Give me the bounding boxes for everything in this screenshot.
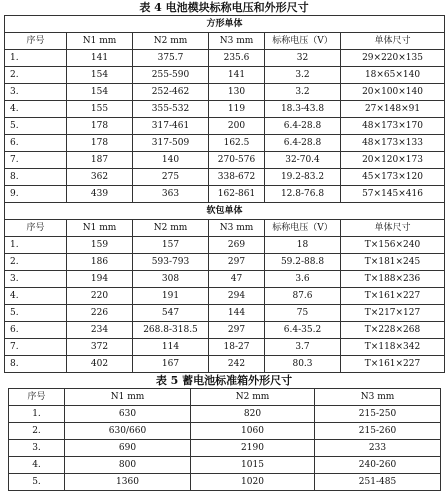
- table-cell: 363: [133, 186, 209, 203]
- table-cell: 308: [133, 271, 209, 288]
- table-row: [5, 356, 445, 373]
- table-cell: 2.: [9, 423, 65, 440]
- table-cell: 45×173×120: [341, 169, 445, 186]
- section-title: 方形单体: [5, 16, 445, 33]
- table-row: [5, 322, 445, 339]
- table-cell: 167: [133, 356, 209, 373]
- table-cell: 32: [265, 50, 341, 67]
- table-cell: 19.2-83.2: [265, 169, 341, 186]
- table-cell: 18: [265, 237, 341, 254]
- table-cell: 338-672: [209, 169, 265, 186]
- table5-caption: 表 5 蓄电池标准箱外形尺寸: [155, 374, 293, 387]
- column-header: N3 mm: [209, 220, 265, 237]
- table-cell: T×161×227: [341, 288, 445, 305]
- table-cell: 18×65×140: [341, 67, 445, 84]
- header-row: [5, 33, 445, 50]
- table-cell: 154: [67, 84, 133, 101]
- table-cell: 1060: [191, 423, 315, 440]
- table-cell: 32-70.4: [265, 152, 341, 169]
- table-cell: 80.3: [265, 356, 341, 373]
- column-header: N3 mm: [315, 389, 441, 406]
- table-cell: 297: [209, 322, 265, 339]
- table-cell: 6.: [5, 135, 67, 152]
- table-cell: 268.8-318.5: [133, 322, 209, 339]
- table-cell: 9.: [5, 186, 67, 203]
- table-cell: 372: [67, 339, 133, 356]
- table-cell: 5.: [9, 474, 65, 491]
- table-cell: 690: [65, 440, 191, 457]
- table-cell: 233: [315, 440, 441, 457]
- table-row: [5, 288, 445, 305]
- table-cell: 355-532: [133, 101, 209, 118]
- table-cell: 200: [209, 118, 265, 135]
- table-cell: 75: [265, 305, 341, 322]
- table-cell: T×217×127: [341, 305, 445, 322]
- table-cell: 317-461: [133, 118, 209, 135]
- column-header: 序号: [5, 220, 67, 237]
- table-cell: 242: [209, 356, 265, 373]
- table-cell: 215-250: [315, 406, 441, 423]
- table-cell: 4.: [5, 288, 67, 305]
- table-cell: 162-861: [209, 186, 265, 203]
- column-header: N1 mm: [67, 33, 133, 50]
- table-cell: 6.4-35.2: [265, 322, 341, 339]
- section-title: 软包单体: [5, 203, 445, 220]
- table4-caption: 表 4 电池模块标称电压和外形尺寸: [139, 1, 309, 14]
- table-cell: 3.: [9, 440, 65, 457]
- column-header: 标称电压（V）: [265, 220, 341, 237]
- table-cell: T×188×236: [341, 271, 445, 288]
- table-cell: 4.: [5, 101, 67, 118]
- table-cell: 140: [133, 152, 209, 169]
- table-row: [5, 186, 445, 203]
- table-cell: 5.: [5, 118, 67, 135]
- table-cell: 3.7: [265, 339, 341, 356]
- table-row: [5, 254, 445, 271]
- table-cell: 194: [67, 271, 133, 288]
- table-row: [9, 423, 441, 440]
- table-cell: 800: [65, 457, 191, 474]
- table-cell: 820: [191, 406, 315, 423]
- table-cell: 362: [67, 169, 133, 186]
- table-cell: 27×148×91: [341, 101, 445, 118]
- table-cell: 7.: [5, 152, 67, 169]
- column-header: N1 mm: [67, 220, 133, 237]
- table-row: [5, 84, 445, 101]
- table-row: [9, 440, 441, 457]
- table-row: [5, 101, 445, 118]
- table-row: [5, 50, 445, 67]
- table-cell: 1.: [5, 237, 67, 254]
- table-cell: 6.4-28.8: [265, 135, 341, 152]
- table-cell: 3.2: [265, 67, 341, 84]
- table-cell: 186: [67, 254, 133, 271]
- table-cell: T×156×240: [341, 237, 445, 254]
- table-row: [5, 339, 445, 356]
- table-cell: 630/660: [65, 423, 191, 440]
- table-cell: 20×120×173: [341, 152, 445, 169]
- table-cell: 317-509: [133, 135, 209, 152]
- table-cell: 3.2: [265, 84, 341, 101]
- table-cell: 8.: [5, 169, 67, 186]
- standard-box-table: [8, 388, 441, 491]
- table-cell: 5.: [5, 305, 67, 322]
- table-cell: T×161×227: [341, 356, 445, 373]
- table-cell: 4.: [9, 457, 65, 474]
- table-cell: 178: [67, 118, 133, 135]
- table-cell: 6.: [5, 322, 67, 339]
- table-cell: 48×173×170: [341, 118, 445, 135]
- table-cell: 547: [133, 305, 209, 322]
- table-cell: 141: [67, 50, 133, 67]
- table-cell: T×118×342: [341, 339, 445, 356]
- table-row: [5, 152, 445, 169]
- table-row: [9, 457, 441, 474]
- table-cell: 275: [133, 169, 209, 186]
- table-cell: 141: [209, 67, 265, 84]
- table-row: [5, 118, 445, 135]
- table-cell: 159: [67, 237, 133, 254]
- table-cell: 6.4-28.8: [265, 118, 341, 135]
- table-cell: 12.8-76.8: [265, 186, 341, 203]
- table-cell: 8.: [5, 356, 67, 373]
- table-cell: T×228×268: [341, 322, 445, 339]
- table-cell: 2.: [5, 254, 67, 271]
- table-cell: 3.6: [265, 271, 341, 288]
- column-header: 序号: [5, 33, 67, 50]
- table-row: [9, 406, 441, 423]
- table-cell: 215-260: [315, 423, 441, 440]
- column-header: N2 mm: [191, 389, 315, 406]
- column-header: 单体尺寸: [341, 220, 445, 237]
- table-cell: 162.5: [209, 135, 265, 152]
- table-row: [5, 67, 445, 84]
- table-cell: 630: [65, 406, 191, 423]
- section-title-row: [5, 16, 445, 33]
- table-cell: 1.: [5, 50, 67, 67]
- table-cell: 3.: [5, 84, 67, 101]
- table-cell: 57×145×416: [341, 186, 445, 203]
- table-cell: 1020: [191, 474, 315, 491]
- table-cell: 7.: [5, 339, 67, 356]
- table-cell: 29×220×135: [341, 50, 445, 67]
- table-row: [5, 237, 445, 254]
- table-row: [5, 169, 445, 186]
- section-title-row: [5, 203, 445, 220]
- table-cell: 20×100×140: [341, 84, 445, 101]
- table-cell: 226: [67, 305, 133, 322]
- table-row: [9, 474, 441, 491]
- table-cell: 155: [67, 101, 133, 118]
- table-cell: 154: [67, 67, 133, 84]
- table-cell: 191: [133, 288, 209, 305]
- column-header: 序号: [9, 389, 65, 406]
- table-cell: 402: [67, 356, 133, 373]
- table-cell: 59.2-88.8: [265, 254, 341, 271]
- header-row: [5, 220, 445, 237]
- table-cell: 48×173×133: [341, 135, 445, 152]
- column-header: N2 mm: [133, 220, 209, 237]
- table-cell: 270-576: [209, 152, 265, 169]
- table-cell: 130: [209, 84, 265, 101]
- table-cell: 251-485: [315, 474, 441, 491]
- table-cell: 252-462: [133, 84, 209, 101]
- table-cell: 1.: [9, 406, 65, 423]
- table-row: [5, 135, 445, 152]
- table-row: [5, 305, 445, 322]
- table-cell: 220: [67, 288, 133, 305]
- table-cell: 87.6: [265, 288, 341, 305]
- table-cell: 119: [209, 101, 265, 118]
- table-cell: 234: [67, 322, 133, 339]
- table-cell: 294: [209, 288, 265, 305]
- table-cell: 2.: [5, 67, 67, 84]
- table-cell: 593-793: [133, 254, 209, 271]
- column-header: 单体尺寸: [341, 33, 445, 50]
- table-cell: 439: [67, 186, 133, 203]
- table-cell: 235.6: [209, 50, 265, 67]
- header-row: [9, 389, 441, 406]
- table-cell: 255-590: [133, 67, 209, 84]
- table-cell: 240-260: [315, 457, 441, 474]
- table-cell: 187: [67, 152, 133, 169]
- table-cell: 1015: [191, 457, 315, 474]
- table-cell: 178: [67, 135, 133, 152]
- table-cell: 3.: [5, 271, 67, 288]
- column-header: N2 mm: [133, 33, 209, 50]
- column-header: N3 mm: [209, 33, 265, 50]
- table-cell: T×181×245: [341, 254, 445, 271]
- table-cell: 157: [133, 237, 209, 254]
- table-cell: 375.7: [133, 50, 209, 67]
- battery-module-table: [4, 15, 445, 373]
- table-cell: 1360: [65, 474, 191, 491]
- table-cell: 297: [209, 254, 265, 271]
- column-header: N1 mm: [65, 389, 191, 406]
- table-cell: 18.3-43.8: [265, 101, 341, 118]
- table-row: [5, 271, 445, 288]
- table-cell: 47: [209, 271, 265, 288]
- column-header: 标称电压（V）: [265, 33, 341, 50]
- table-cell: 18-27: [209, 339, 265, 356]
- table-cell: 2190: [191, 440, 315, 457]
- table-cell: 114: [133, 339, 209, 356]
- table-cell: 144: [209, 305, 265, 322]
- table-cell: 269: [209, 237, 265, 254]
